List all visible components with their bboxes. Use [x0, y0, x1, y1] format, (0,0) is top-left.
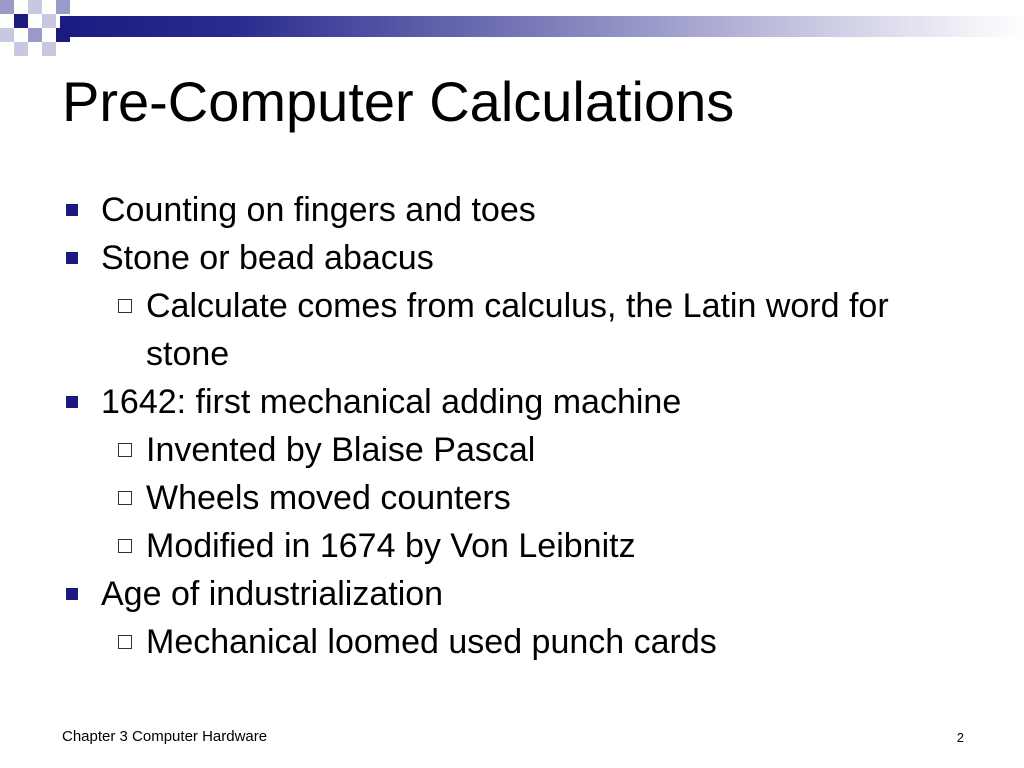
- decor-square: [14, 14, 28, 28]
- hollow-square-bullet-icon: [118, 635, 132, 649]
- square-bullet-icon: [66, 396, 78, 408]
- hollow-square-bullet-icon: [118, 491, 132, 505]
- sub-bullet-item: [0, 618, 1024, 666]
- sub-bullet-item: [0, 474, 1024, 522]
- bullet-item: [0, 570, 1024, 618]
- header-decoration: [0, 0, 1024, 70]
- sub-bullet-item: [0, 282, 1024, 378]
- sub-bullet-text: Calculate comes from calculus, the Latin word for stone: [146, 287, 889, 373]
- decor-square: [42, 14, 56, 28]
- decor-square: [0, 28, 14, 42]
- header-gradient-bar: [60, 16, 1024, 37]
- footer-chapter-label: Chapter 3 Computer Hardware: [62, 728, 268, 745]
- page-number: 2: [956, 730, 964, 745]
- sub-bullet-item: [0, 522, 1024, 570]
- square-bullet-icon: [66, 204, 78, 216]
- square-bullet-icon: [66, 588, 78, 600]
- decor-square: [28, 0, 42, 14]
- slide-title: Pre-Computer Calculations: [62, 70, 735, 133]
- decor-square: [56, 28, 70, 42]
- sub-bullet-text: Invented by Blaise Pascal: [146, 431, 536, 469]
- bullet-item: [0, 186, 1024, 234]
- decor-square: [14, 42, 28, 56]
- hollow-square-bullet-icon: [118, 299, 132, 313]
- bullet-list: [0, 186, 1024, 666]
- bullet-text: 1642: first mechanical adding machine: [101, 383, 682, 421]
- decor-square: [42, 42, 56, 56]
- bullet-text: Stone or bead abacus: [101, 239, 434, 277]
- bullet-text: Counting on fingers and toes: [101, 191, 536, 229]
- hollow-square-bullet-icon: [118, 539, 132, 553]
- bullet-item: [0, 378, 1024, 426]
- sub-bullet-text: Mechanical loomed used punch cards: [146, 623, 717, 661]
- decor-square: [28, 28, 42, 42]
- decor-square: [0, 0, 14, 14]
- sub-bullet-text: Wheels moved counters: [146, 479, 511, 517]
- hollow-square-bullet-icon: [118, 443, 132, 457]
- decor-square: [56, 0, 70, 14]
- bullet-item: [0, 234, 1024, 282]
- bullet-text: Age of industrialization: [101, 575, 444, 613]
- square-bullet-icon: [66, 252, 78, 264]
- sub-bullet-text: Modified in 1674 by Von Leibnitz: [146, 527, 636, 565]
- sub-bullet-item: [0, 426, 1024, 474]
